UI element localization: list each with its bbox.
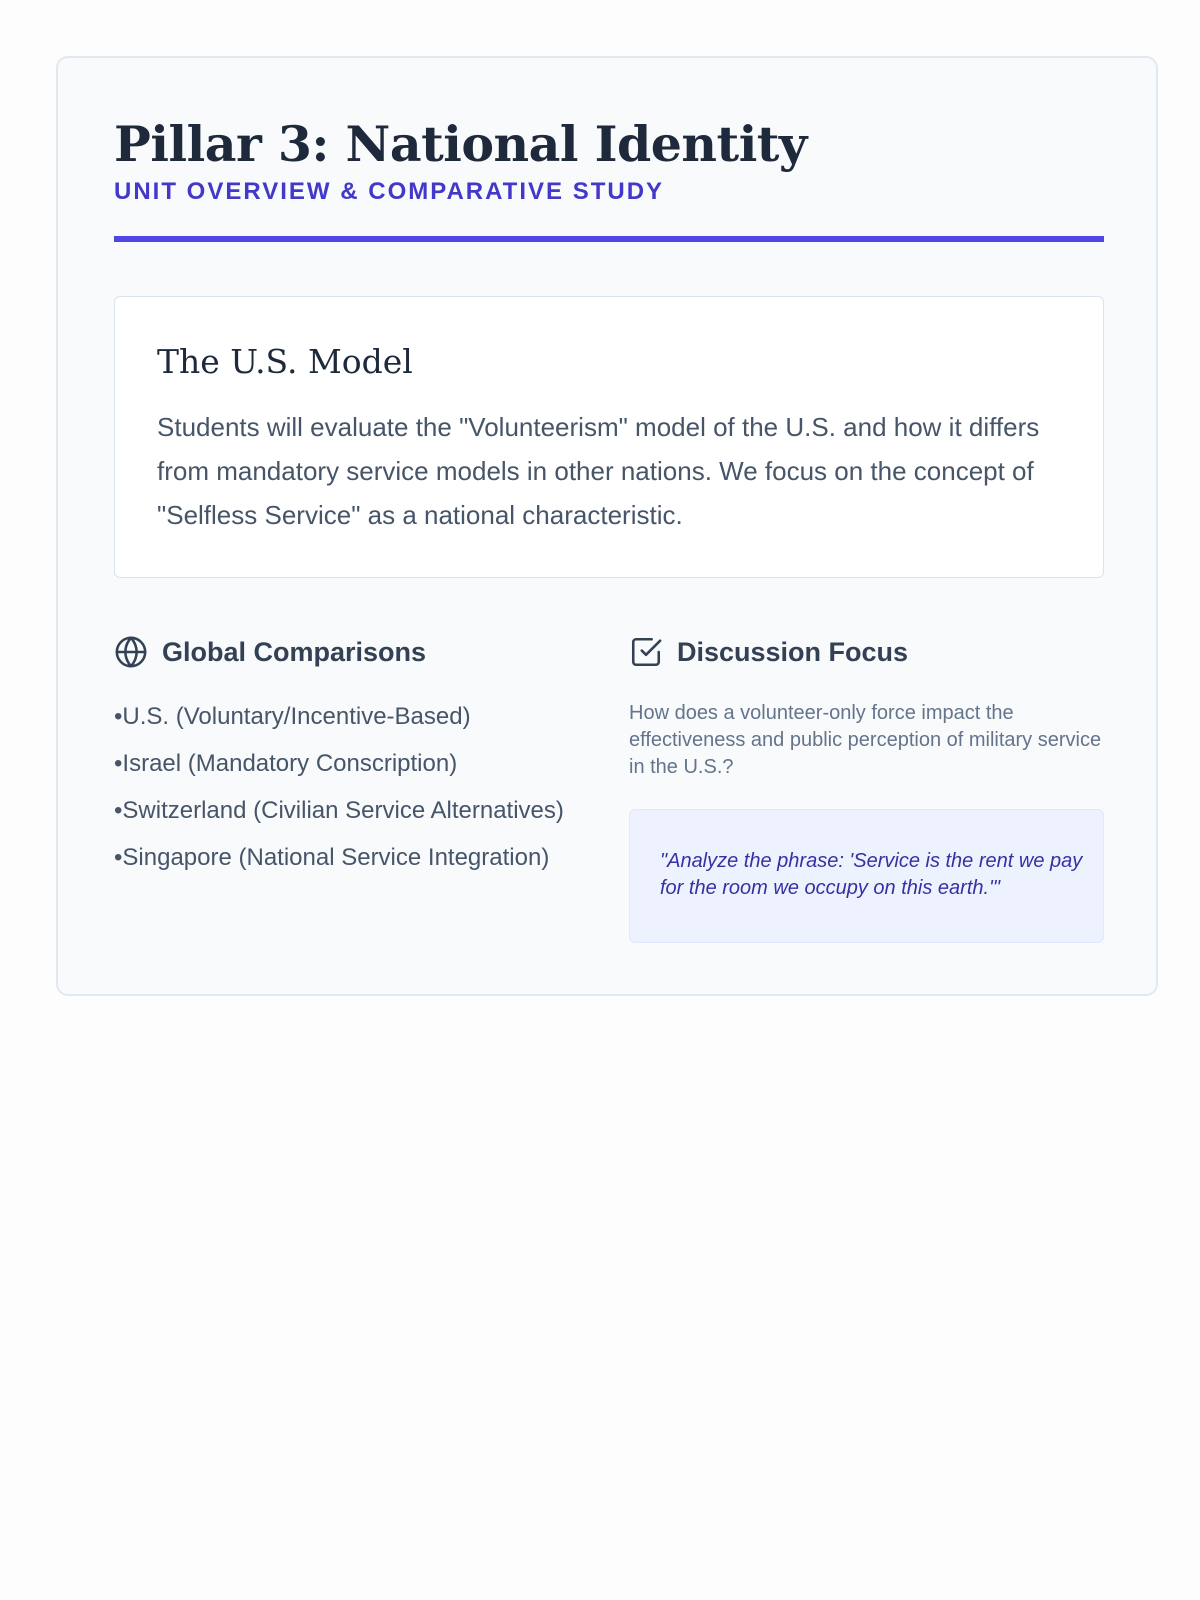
list-item: • U.S. (Voluntary/Incentive-Based): [114, 700, 629, 734]
global-comparisons-heading: Global Comparisons: [162, 636, 427, 667]
globe-icon: [114, 635, 148, 669]
global-comparisons-header: [114, 634, 629, 670]
discussion-focus-section: [629, 634, 1104, 943]
two-column-section: [114, 634, 1104, 943]
list-item: • Israel (Mandatory Conscription): [114, 747, 629, 781]
us-model-description: Students will evaluate the "Volunteerism" model of the U.S. and how it differs from mandatory service models in other nations. We focus on the concept of "Selfless Service" as a national characteristic.: [157, 412, 1040, 530]
discussion-question: How does a volunteer-only force impact the effectiveness and public perception of military service in the U.S.?: [629, 702, 1102, 778]
discussion-focus-heading: Discussion Focus: [677, 636, 909, 667]
us-model-panel: [114, 296, 1104, 578]
discussion-quote: "Analyze the phrase: 'Service is the rent we pay for the room we occupy on this earth.'": [629, 809, 1104, 943]
checkbox-icon: [629, 635, 663, 669]
us-model-heading: The U.S. Model: [157, 342, 413, 381]
title-divider: [114, 236, 1104, 242]
page-subtitle: UNIT OVERVIEW & COMPARATIVE STUDY: [114, 178, 665, 205]
list-item: • Singapore (National Service Integration): [114, 841, 629, 875]
page-title: Pillar 3: National Identity: [114, 115, 807, 173]
discussion-focus-header: [629, 634, 1104, 670]
global-comparisons-section: [114, 634, 629, 943]
unit-card: [56, 56, 1158, 996]
comparison-list: [114, 700, 629, 875]
list-item: • Switzerland (Civilian Service Alternatives): [114, 794, 629, 828]
